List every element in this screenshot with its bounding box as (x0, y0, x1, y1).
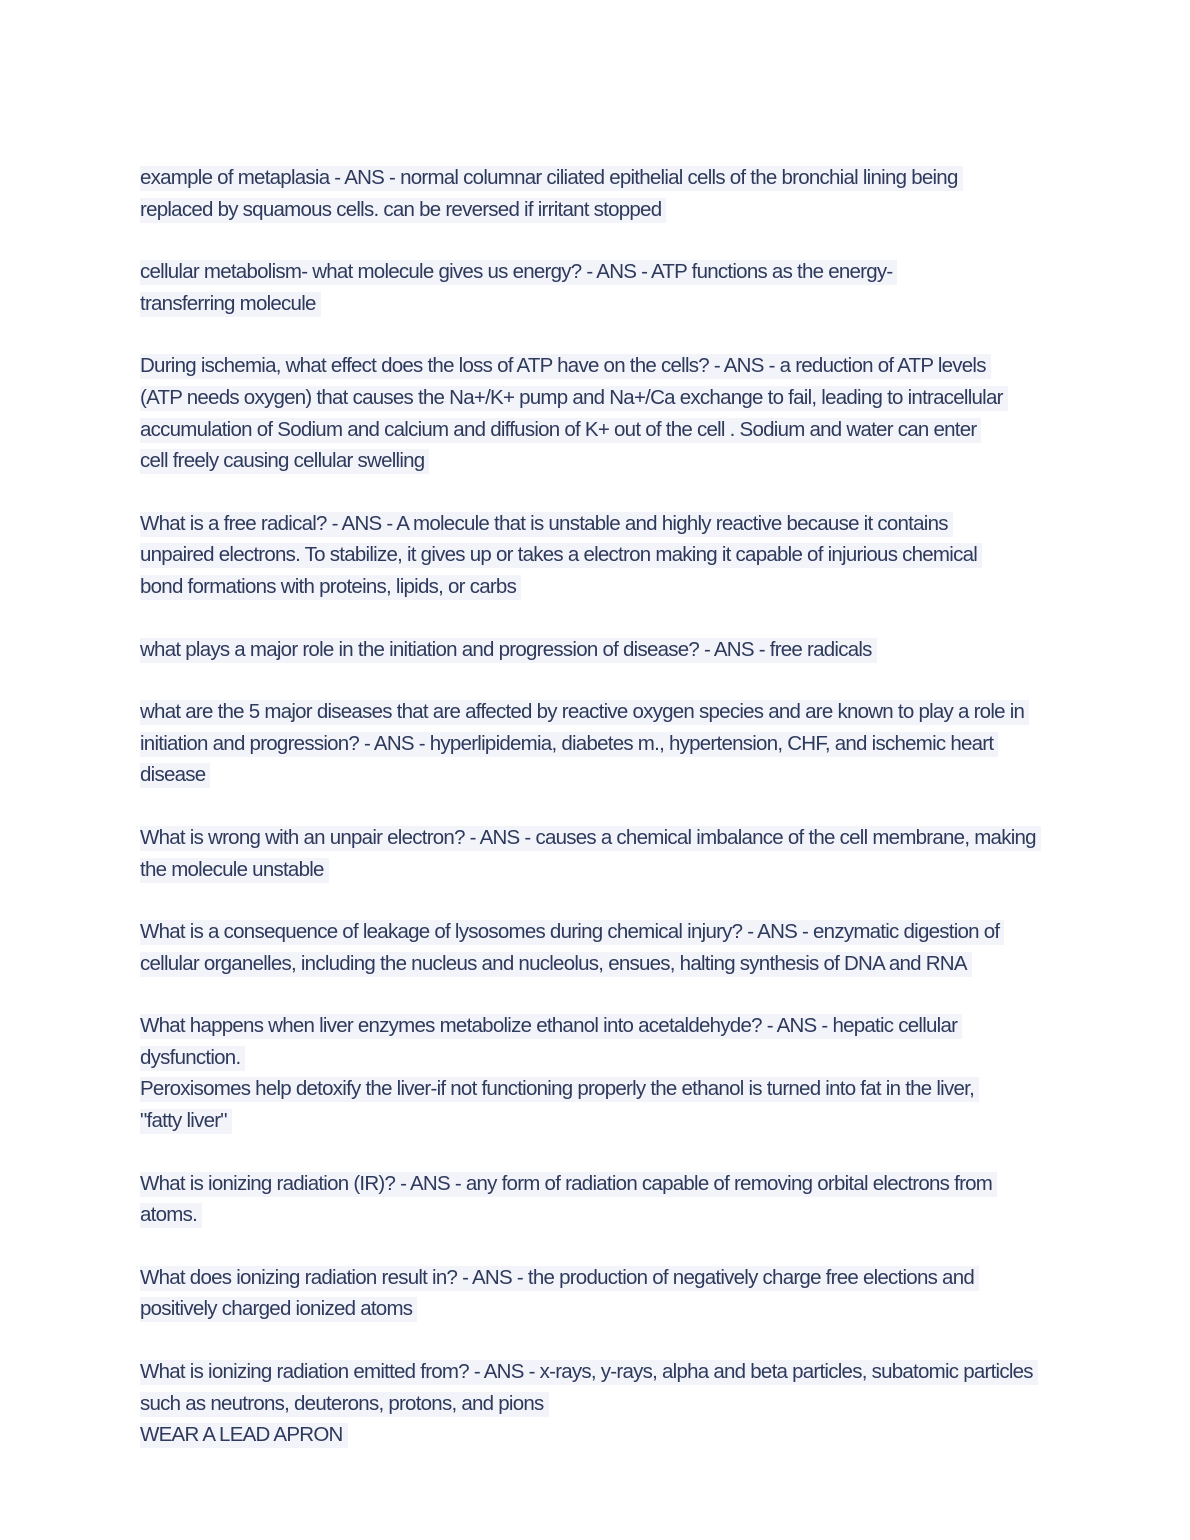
qa-entry (140, 1356, 1090, 1451)
qa-entry (140, 256, 1090, 319)
text-line: WEAR A LEAD APRON (140, 1419, 1090, 1451)
text-line: What is wrong with an unpair electron? - ANS - causes a chemical imbalance of the cell membrane, making (140, 822, 1090, 854)
text-line: what plays a major role in the initiation and progression of disease? - ANS - free radicals (140, 634, 1090, 666)
text-line: Peroxisomes help detoxify the liver-if not functioning properly the ethanol is turned into fat in the liver, (140, 1073, 1090, 1105)
text-line: such as neutrons, deuterons, protons, and pions (140, 1388, 1090, 1420)
text-line: unpaired electrons. To stabilize, it gives up or takes a electron making it capable of injurious chemical (140, 539, 1090, 571)
text-line: (ATP needs oxygen) that causes the Na+/K+ pump and Na+/Ca exchange to fail, leading to intracellular (140, 382, 1090, 414)
text-line: dysfunction. (140, 1042, 1090, 1074)
text-line: What is ionizing radiation emitted from? - ANS - x-rays, y-rays, alpha and beta particles, subatomic particles (140, 1356, 1090, 1388)
text-line: bond formations with proteins, lipids, or carbs (140, 571, 1090, 603)
qa-entry (140, 508, 1090, 603)
text-line: What happens when liver enzymes metabolize ethanol into acetaldehyde? - ANS - hepatic cellular (140, 1010, 1090, 1042)
text-line: What is a consequence of leakage of lysosomes during chemical injury? - ANS - enzymatic digestion of (140, 916, 1090, 948)
qa-entry (140, 822, 1090, 885)
text-line: initiation and progression? - ANS - hyperlipidemia, diabetes m., hypertension, CHF, and ischemic heart (140, 728, 1090, 760)
qa-entry (140, 1010, 1090, 1136)
text-line: transferring molecule (140, 288, 1090, 320)
text-line: cellular metabolism- what molecule gives us energy? - ANS - ATP functions as the energy- (140, 256, 1090, 288)
text-line: example of metaplasia - ANS - normal columnar ciliated epithelial cells of the bronchial lining being (140, 162, 1090, 194)
text-line: What is a free radical? - ANS - A molecule that is unstable and highly reactive because it contains (140, 508, 1090, 540)
text-line: cell freely causing cellular swelling (140, 445, 1090, 477)
qa-entry (140, 162, 1090, 225)
text-line: what are the 5 major diseases that are affected by reactive oxygen species and are known to play a role in (140, 696, 1090, 728)
qa-entry (140, 1168, 1090, 1231)
text-line: What does ionizing radiation result in? - ANS - the production of negatively charge free elections and (140, 1262, 1090, 1294)
document-page (140, 162, 1090, 1482)
text-line: cellular organelles, including the nucleus and nucleolus, ensues, halting synthesis of DNA and RNA (140, 948, 1090, 980)
text-line: accumulation of Sodium and calcium and diffusion of K+ out of the cell . Sodium and water can enter (140, 414, 1090, 446)
text-line: "fatty liver" (140, 1105, 1090, 1137)
text-line: During ischemia, what effect does the loss of ATP have on the cells? - ANS - a reduction of ATP levels (140, 350, 1090, 382)
text-line: positively charged ionized atoms (140, 1293, 1090, 1325)
qa-entry (140, 1262, 1090, 1325)
text-line: What is ionizing radiation (IR)? - ANS - any form of radiation capable of removing orbital electrons from (140, 1168, 1090, 1200)
text-line: atoms. (140, 1199, 1090, 1231)
qa-entry (140, 634, 1090, 666)
qa-entry (140, 350, 1090, 476)
text-line: the molecule unstable (140, 854, 1090, 886)
qa-entry (140, 916, 1090, 979)
text-line: replaced by squamous cells. can be reversed if irritant stopped (140, 194, 1090, 226)
qa-entry (140, 696, 1090, 791)
text-line: disease (140, 759, 1090, 791)
